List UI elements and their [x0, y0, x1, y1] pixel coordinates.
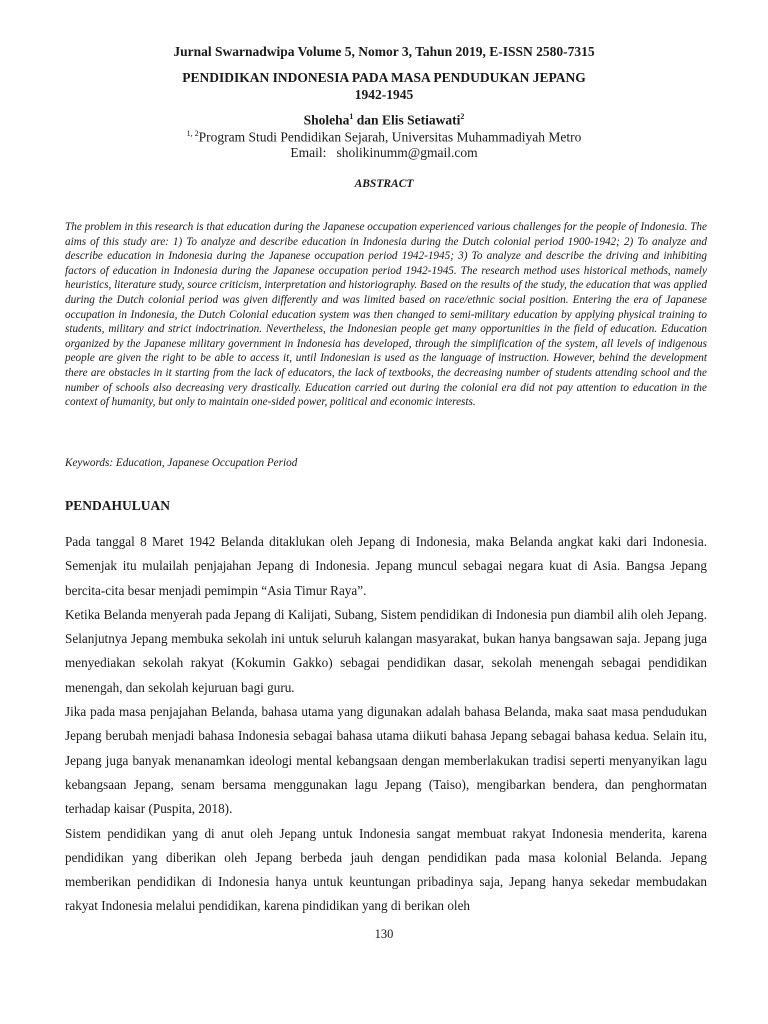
abstract-heading: ABSTRACT [354, 178, 414, 190]
paragraph-3: Jika pada masa penjajahan Belanda, bahasa utama yang digunakan adalah bahasa Belanda, maka saat masa pendudukan Jepang berubah menjadi bahasa Indonesia sebagai bahasa utama diikuti bahasa Jepang sebagai bahasa kedua. Selain itu, Jepang juga banyak menanamkan ideologi mental kebangsaan dengan memberlakukan tradisi seperti menyanyikan lagu kebangsaan Jepang, senam bersama menggunakan lagu Jepang (Taiso), mengibarkan bendera, dan penghormatan terhadap kaisar (Puspita, 2018). [65, 704, 707, 817]
affiliation-text: Program Studi Pendidikan Sejarah, Universitas Muhammadiyah Metro [198, 129, 582, 145]
paragraph-1: Pada tanggal 8 Maret 1942 Belanda ditaklukan oleh Jepang di Indonesia, maka Belanda angkat kaki dari Indonesia. Semenjak itu mulailah penjajahan Jepang di Indonesia. Jepang muncul sebagai negara kuat di Asia. Bangsa Jepang bercita-cita besar menjadi pemimpin “Asia Timur Raya”. [65, 534, 707, 598]
section-heading-pendahuluan: PENDAHULUAN [65, 498, 171, 513]
paragraph-2: Ketika Belanda menyerah pada Jepang di Kalijati, Subang, Sistem pendidikan di Indonesia pun diambil alih oleh Jepang. Selanjutnya Jepang membuka sekolah ini untuk seluruh kalangan masyarakat, bukan hanya bangsawan saja. Jepang juga menyediakan sekolah rakyat (Kokumin Gakko) sebagai pendidikan dasar, sekolah menengah sebagai pendidikan menengah, dan sekolah kejuruan bagi guru. [65, 606, 707, 695]
page-number: 130 [374, 927, 394, 941]
affiliation [0, 129, 768, 146]
author-2-sup: 2 [460, 112, 465, 121]
paper-title-line-1: PENDIDIKAN INDONESIA PADA MASA PENDUDUKAN JEPANG [182, 70, 586, 85]
paper-title [0, 69, 768, 103]
body-text [65, 530, 707, 919]
email-link[interactable]: sholikinumm@gmail.com [336, 145, 478, 160]
keywords: Keywords: Education, Japanese Occupation Period [65, 457, 298, 469]
affiliation-sup: 1, 2 [186, 129, 199, 138]
journal-header: Jurnal Swarnadwipa Volume 5, Nomor 3, Tahun 2019, E-ISSN 2580-7315 [173, 44, 595, 59]
author-1: Sholeha [303, 112, 350, 128]
email-line [0, 145, 768, 161]
author-1-sup: 1 [349, 112, 354, 121]
abstract-text: The problem in this research is that education during the Japanese occupation experienced various challenges for the people of Indonesia. The aims of this study are: 1) To analyze and describe education in Indonesia during the Dutch colonial period 1900-1942; 2) To analyze and describe education in Indonesia during the Japanese occupation period 1942-1945; 3) To analyze and describe the driving and inhibiting factors of education in Indonesia during the Japanese occupation period 1942-1945. The research method uses historical methods, namely heuristics, literature study, source criticism, interpretation and historiography. Based on the results of the study, the education that was applied during the Dutch colonial period was given differently and was limited based on race/ethnic social position. Entering the era of Japanese occupation in Indonesia, the Dutch Colonial education system was then changed to semi-military education by applying physical training to students, military and strict indoctrination. Nevertheless, the Indonesian people get many opportunities in the field of education. Education organized by the Japanese military government in Indonesia has developed, through the simplification of the system, all levels of indigenous people are given the right to be able to access it, until Indonesian is used as the language of instruction. However, behind the development there are obstacles in it starting from the lack of educators, the lack of textbooks, the decreasing number of students attending school and the number of schools also decreasing very drastically. Education carried out during the colonial era did not pay attention to education in the context of humanity, but only to maintain one-sided power, political and economic interests. [65, 221, 707, 409]
author-2: Elis Setiawati [381, 112, 461, 128]
authors [0, 112, 768, 129]
paper-title-line-2: 1942-1945 [354, 87, 414, 102]
paragraph-4: Sistem pendidikan yang di anut oleh Jepang untuk Indonesia sangat membuat rakyat Indonesia menderita, karena pendidikan yang diberikan oleh Jepang berbeda jauh dengan pendidikan pada masa kolonial Belanda. Jepang memberikan pendidikan di Indonesia hanya untuk keuntungan pribadinya saja, Jepang hanya sekedar membudakan rakyat Indonesia melalui pendidikan, karena pindidikan yang di berikan oleh [65, 825, 707, 914]
email-label: Email: [290, 145, 327, 160]
author-separator: dan [353, 112, 382, 128]
